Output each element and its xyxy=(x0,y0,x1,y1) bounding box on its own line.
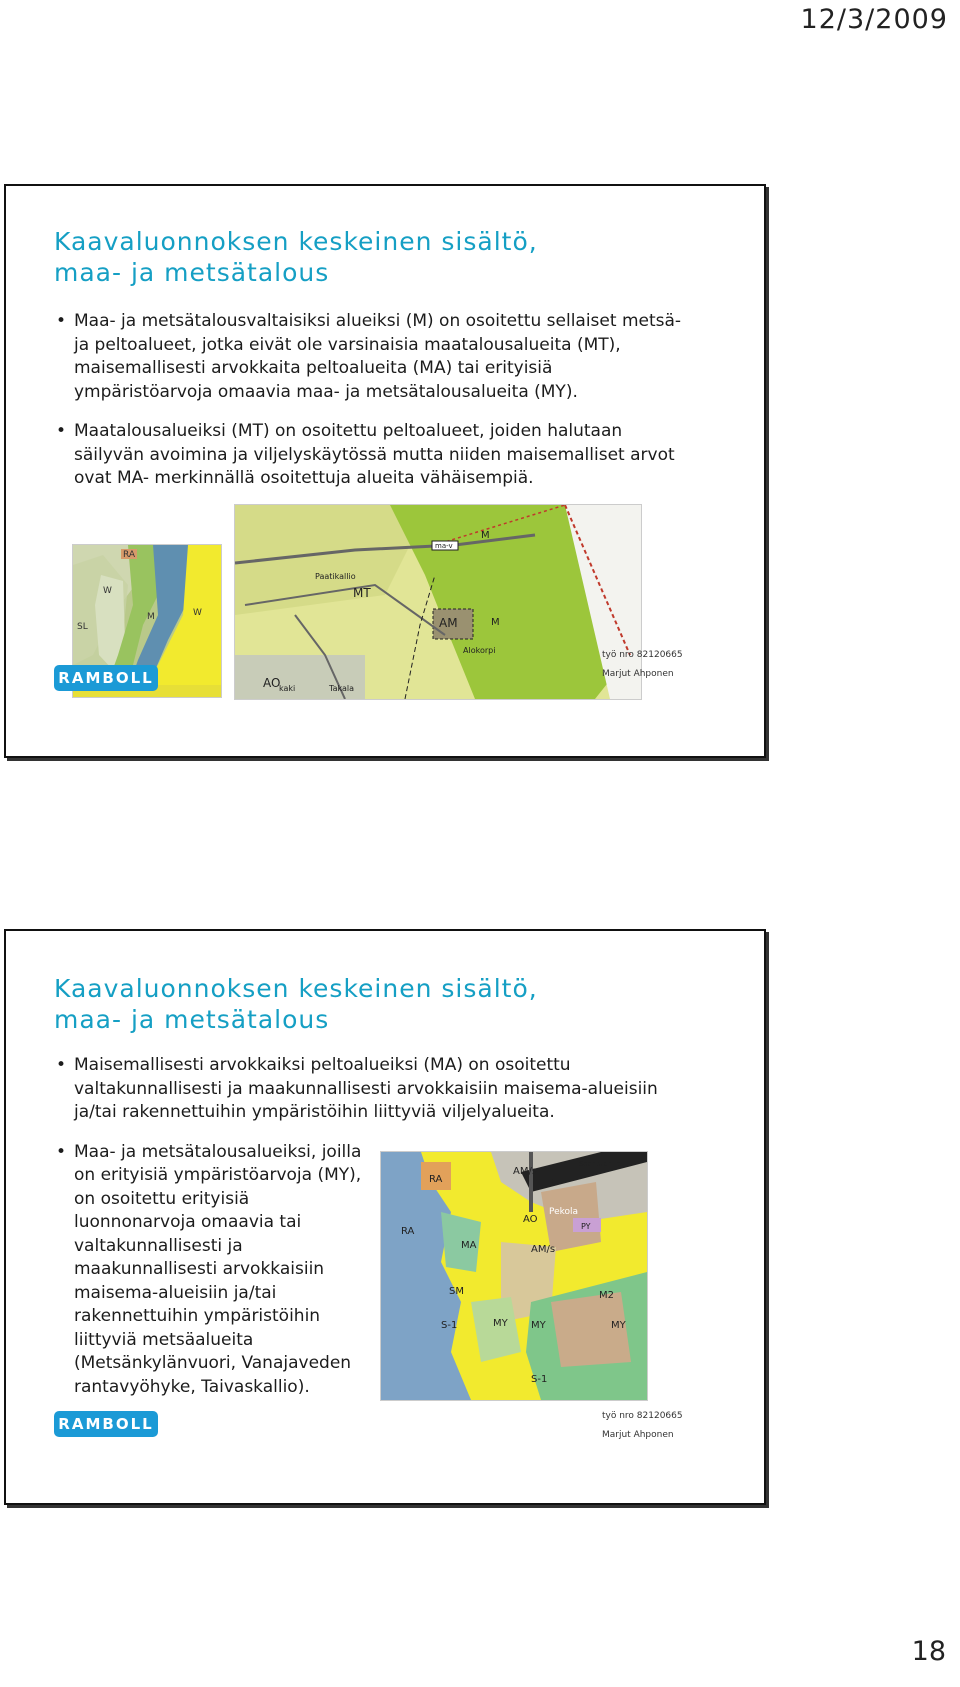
map-label-sm: SM xyxy=(449,1286,464,1297)
page-number: 18 xyxy=(911,1636,946,1667)
slide-footer xyxy=(602,1407,683,1445)
map-label-place: Alokorpi xyxy=(463,646,496,655)
slide-1 xyxy=(4,184,766,758)
author-name: Marjut Ahponen xyxy=(602,669,674,679)
map-label-place: Takala xyxy=(329,684,354,693)
map-label-place: Paatikallio xyxy=(315,572,356,581)
map-label-ao: AO xyxy=(523,1214,538,1225)
map-label-am: AM xyxy=(439,616,458,630)
map-label-my: MY xyxy=(611,1320,626,1331)
slide-title-line-1: Kaavaluonnoksen keskeinen sisältö, xyxy=(54,974,538,1003)
map-label-py: PY xyxy=(581,1222,591,1231)
map-label-p: P xyxy=(549,1178,556,1189)
map-label-ao: AO xyxy=(263,676,281,690)
bullet-item: • Maa- ja metsätalousvaltaisiksi alueiksi (M) on osoitettu sellaiset metsä- ja peltoalueet, jotka eivät ole varsinaisia maatalousalueita (MT), maisemallisesti arvokkaita peltoalueita (MA) tai erityisiä ympäristöarvoja omaavia maa- ja metsätalousalueita (MY). xyxy=(54,310,694,404)
map-label-w: W xyxy=(193,608,202,618)
map-label-s1: S-1 xyxy=(441,1320,458,1331)
map-label-ra: RA xyxy=(429,1174,443,1185)
page-date: 12/3/2009 xyxy=(800,4,948,35)
map-label-ma: MA xyxy=(461,1240,477,1251)
map-label-sign: ma-v xyxy=(435,542,453,550)
author-name: Marjut Ahponen xyxy=(602,1430,674,1440)
zoning-map-right xyxy=(234,504,642,700)
slide-title xyxy=(54,226,538,288)
map-label-m: M xyxy=(491,617,500,628)
slide-title-line-2: maa- ja metsätalous xyxy=(54,1005,330,1034)
map-label-my: MY xyxy=(493,1318,508,1329)
map-label-w: W xyxy=(103,586,112,596)
slide-footer xyxy=(602,646,683,684)
map-label-road: Saaristentie xyxy=(579,1160,621,1168)
bullet-item: • Maatalousalueiksi (MT) on osoitettu peltoalueet, joiden halutaan säilyvän avoimina ja viljelyskäytössä mutta niiden maisemalliset arvot ovat MA- merkinnällä osoitettuja alueita vähäisempiä. xyxy=(54,420,694,491)
map-label-my: MY xyxy=(531,1320,546,1331)
map-label-ra: RA xyxy=(123,550,136,560)
map-label-mt: MT xyxy=(353,586,371,600)
slide-title-line-1: Kaavaluonnoksen keskeinen sisältö, xyxy=(54,227,538,256)
bullet-item: • Maisemallisesti arvokkaiksi peltoalueiksi (MA) on osoitettu valtakunnallisesti ja maakunnallisesti arvokkaisiin maisema-alueisiin ja/tai rakennettuihin ympäristöihin liittyviä viljelyalueita. xyxy=(54,1054,704,1125)
map-label-m: M xyxy=(147,612,155,622)
map-label-m: M xyxy=(481,530,490,541)
ramboll-logo: RAMBOLL xyxy=(54,665,158,691)
zoning-map xyxy=(380,1151,648,1401)
slide-title xyxy=(54,973,538,1035)
work-number: työ nro 82120665 xyxy=(602,1411,683,1421)
map-label-sl: SL xyxy=(77,622,88,632)
map-label-amis: AM/s xyxy=(513,1166,538,1177)
bullet-item: • Maa- ja metsätalousalueiksi, joilla on erityisiä ympäristöarvoja (MY), on osoitettu erityisiä luonnonarvoja omaavia tai valtakunnallisesti ja maakunnallisesti arvokkaisiin maisema-alueisiin ja/tai rakennettuihin ympäristöihin liittyviä metsäalueita (Metsänkylänvuori, Vanajaveden rantavyöhyke, Taivaskallio). xyxy=(54,1141,374,1400)
map-label-ra: RA xyxy=(401,1226,415,1237)
ramboll-logo: RAMBOLL xyxy=(54,1411,158,1437)
slide-title-line-2: maa- ja metsätalous xyxy=(54,258,330,287)
map-label-place: Pekola xyxy=(549,1207,579,1217)
slide-2 xyxy=(4,929,766,1505)
work-number: työ nro 82120665 xyxy=(602,650,683,660)
map-label-amis: AM/s xyxy=(531,1244,556,1255)
bullet-list xyxy=(54,310,694,507)
map-label-place: kaki xyxy=(279,684,296,693)
map-label-m2: M2 xyxy=(599,1290,614,1301)
map-label-s1: S-1 xyxy=(531,1374,548,1385)
